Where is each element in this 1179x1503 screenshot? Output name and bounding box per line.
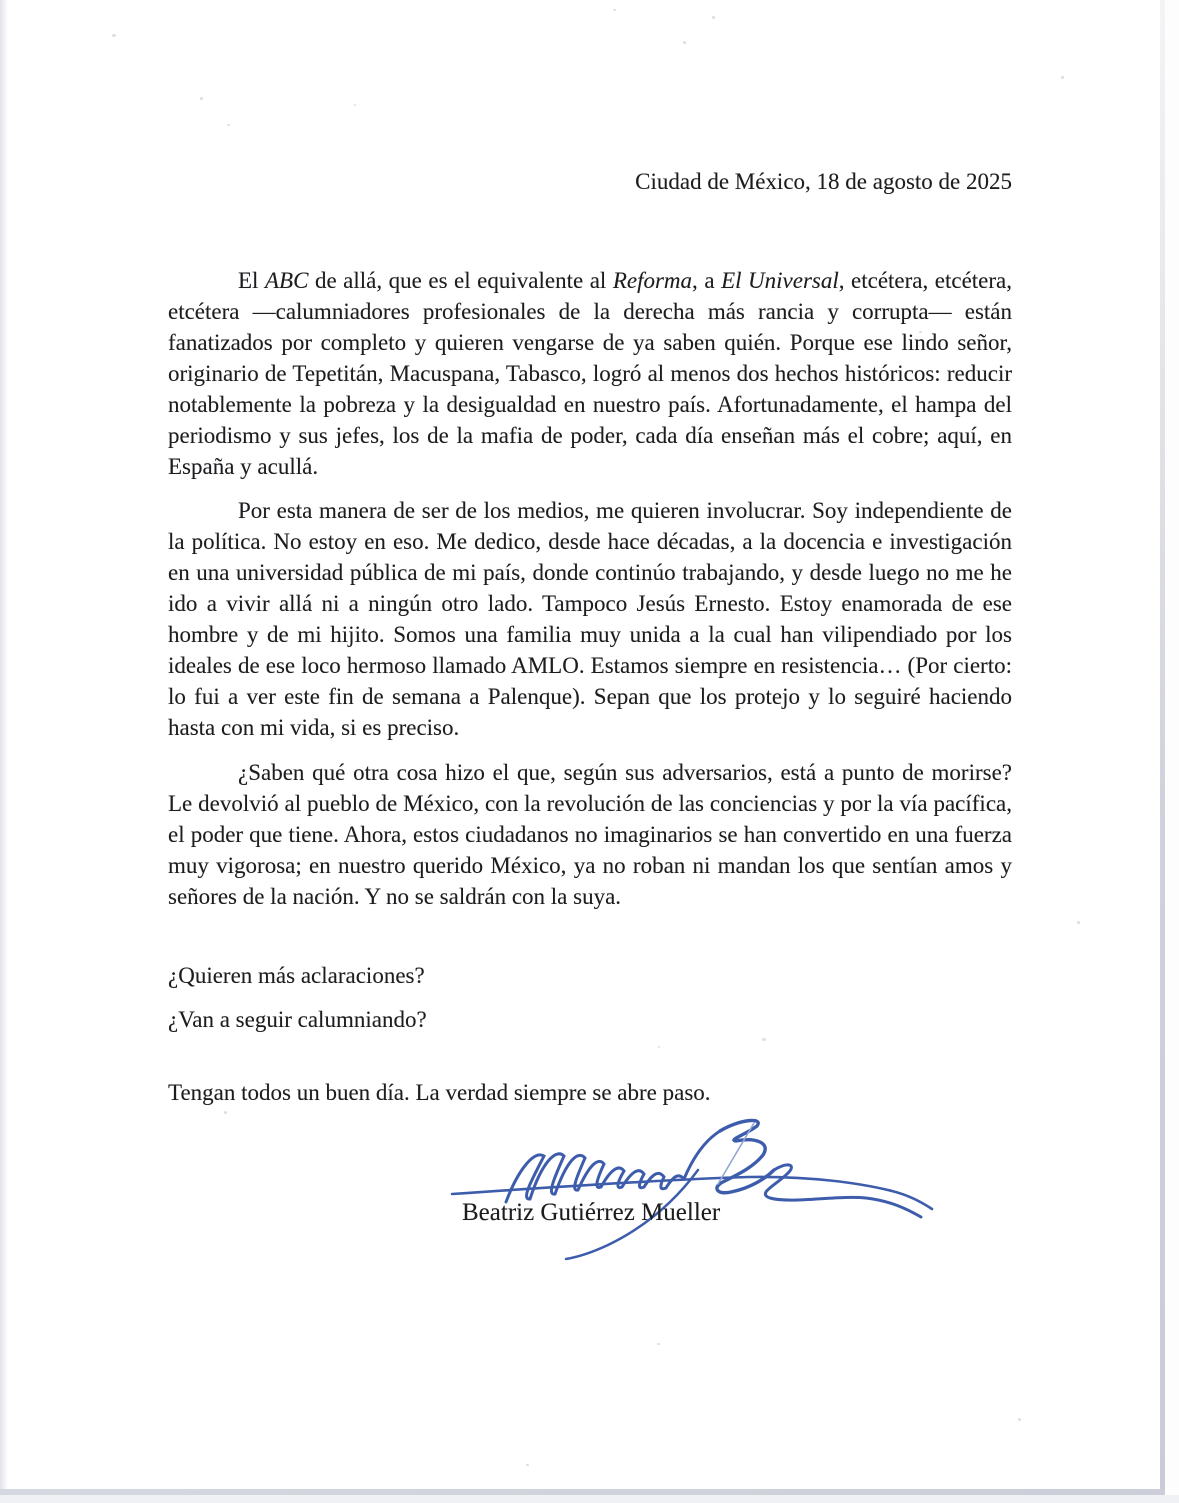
scan-speck xyxy=(112,34,116,37)
scan-speck xyxy=(1018,1418,1021,1421)
letter-body xyxy=(168,0,1012,1108)
closing-line: Tengan todos un buen día. La verdad siempre se abre paso. xyxy=(168,1080,711,1105)
scan-edge-right xyxy=(1160,0,1165,1492)
scan-speck xyxy=(657,1343,660,1345)
p1-segment: , a xyxy=(692,268,722,293)
scan-margin-bottom xyxy=(0,1495,1179,1503)
signature-ink-icon xyxy=(418,1112,988,1267)
question-line-1: ¿Quieren más aclaraciones? xyxy=(168,963,425,988)
scan-speck xyxy=(1061,76,1064,79)
paragraph-3: ¿Saben qué otra cosa hizo el que, según sus adversarios, está a punto de morirse? Le devolvió al pueblo de México, con la revolución de las conciencias y por la vía pacífica, el poder que tiene. Ahora, estos ciudadanos no imaginarios se han convertido en una fuerza muy vigorosa; en nuestro querido México, ya no roban ni mandan los que sentían amos y señores de la nación. Y no se saldrán con la suya. xyxy=(168,760,1012,909)
scan-edge-left xyxy=(0,0,8,1503)
signature-name: Beatriz Gutiérrez Mueller xyxy=(462,1199,721,1226)
paragraph-1 xyxy=(168,265,1012,482)
paragraph-2: Por esta manera de ser de los medios, me quieren involucrar. Soy independiente de la política. No estoy en eso. Me dedico, desde hace décadas, a la docencia e investigación en una universidad pública de mi país, donde continúo trabajando, y desde luego no me he ido a vivir allá ni a ningún otro lado. Tampoco Jesús Ernesto. Estoy enamorada de ese hombre y de mi hijito. Somos una familia muy unida a la cual han vilipendiado por los ideales de ese loco hermoso llamado AMLO. Estamos siempre en resistencia… (Por cierto: lo fui a ver este fin de semana a Palenque). Sepan que los protejo y lo seguiré haciendo hasta con mi vida, si es preciso. xyxy=(168,498,1012,740)
signature-block xyxy=(418,1112,988,1267)
p1-segment-italic: El Universal xyxy=(721,268,839,293)
p1-segment: de allá, que es el equivalente al xyxy=(308,268,613,293)
p1-segment: El xyxy=(238,268,265,293)
scan-speck xyxy=(1077,921,1080,924)
p1-segment: , etcétera, etcétera, etcétera —calumniadores profesionales de la derecha más rancia y corrupta— están fanatizados por completo y quieren vengarse de ya saben quién. Porque ese lindo señor, originario de Tepetitán, Macuspana, Tabasco, logró al menos dos hechos históricos: reducir notablemente la pobreza y la desigualdad en nuestro país. Afortunadamente, el hampa del periodismo y sus jefes, los de la mafia de poder, cada día enseñan más el cobre; aquí, en España y acullá. xyxy=(168,268,1012,479)
scan-speck xyxy=(526,1464,529,1466)
question-line-2: ¿Van a seguir calumniando? xyxy=(168,1007,427,1032)
scan-margin-right xyxy=(1165,0,1179,1503)
p1-segment-italic: Reforma xyxy=(612,268,693,293)
scan-speck xyxy=(224,1111,227,1114)
p1-segment-italic: ABC xyxy=(264,268,309,293)
date-line: Ciudad de México, 18 de agosto de 2025 xyxy=(635,169,1012,194)
